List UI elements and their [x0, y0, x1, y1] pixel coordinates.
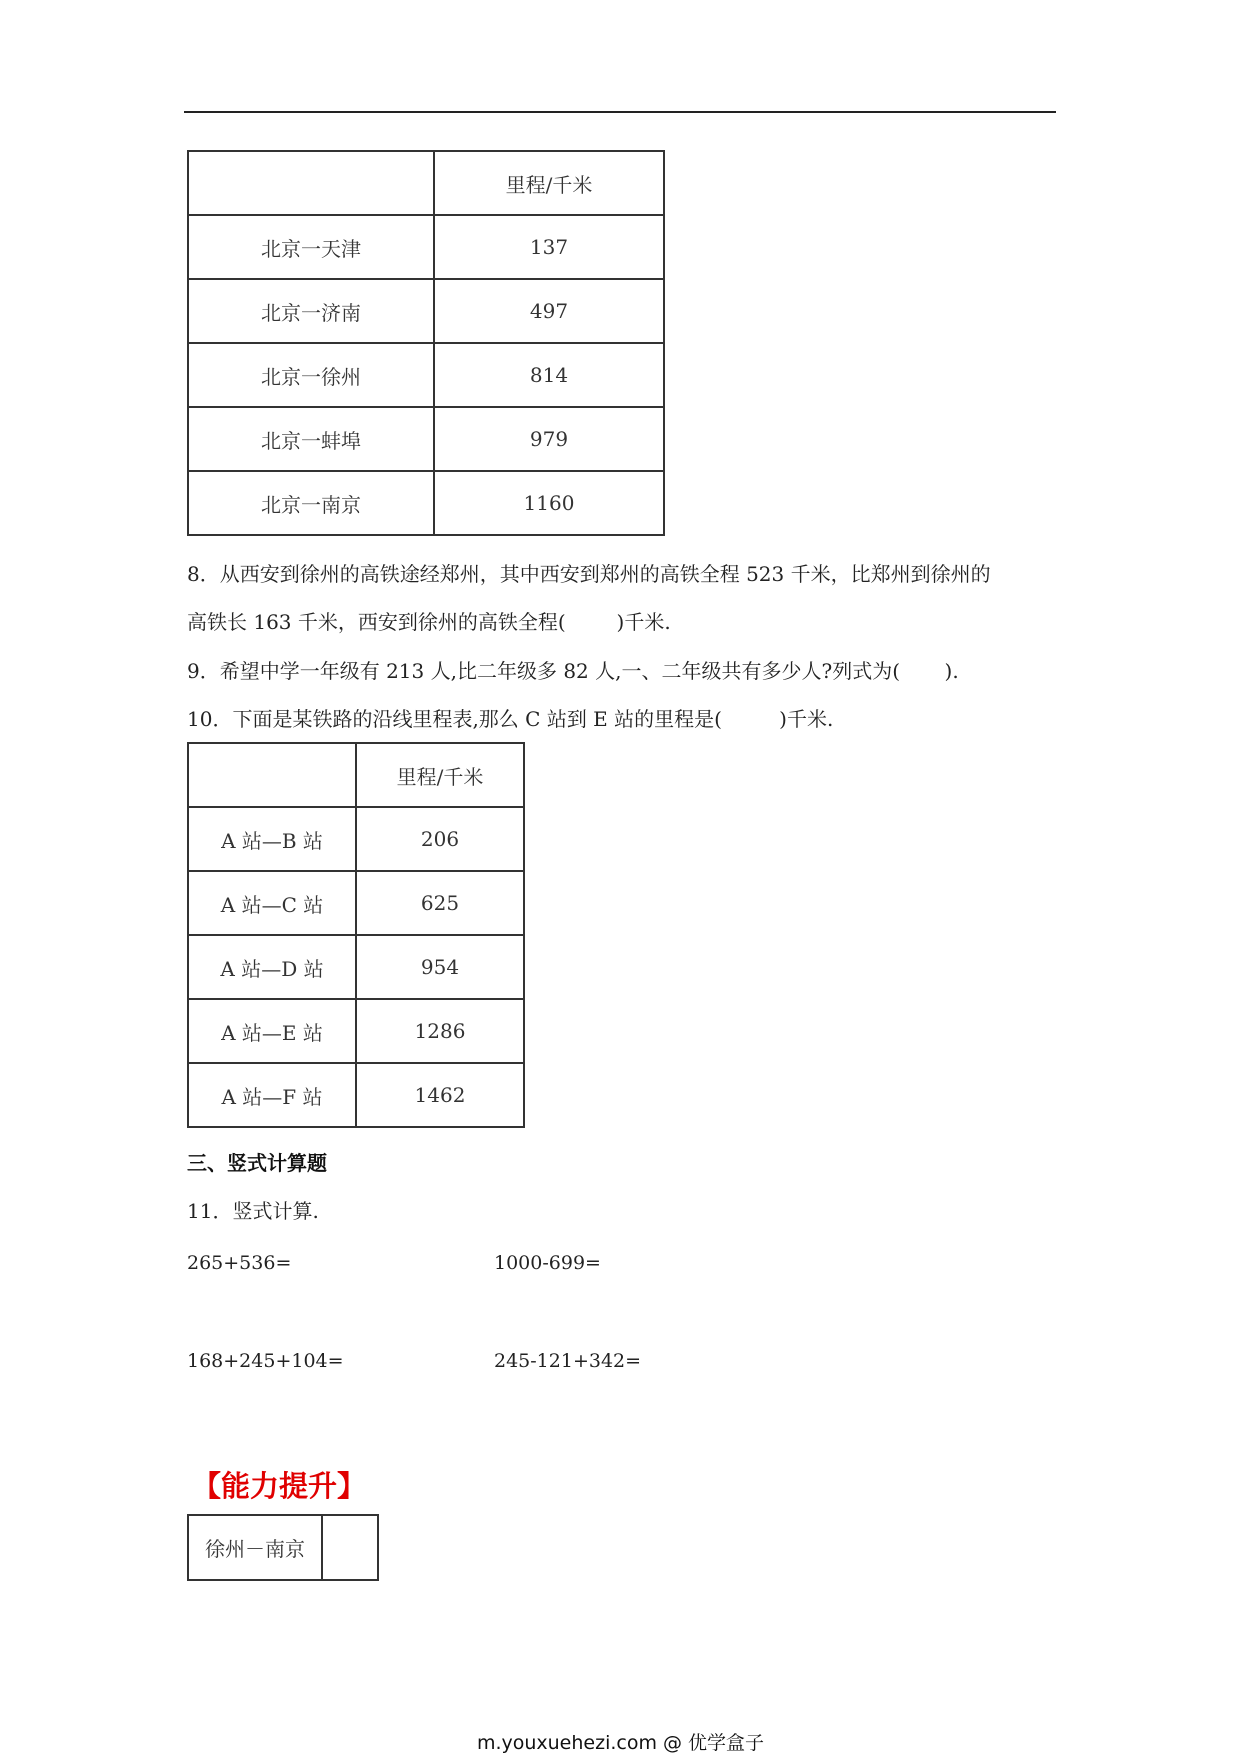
table-row	[188, 871, 524, 935]
mileage-table-stations	[187, 742, 525, 1128]
question-8-line-1: 8．从西安到徐州的高铁途经郑州，其中西安到郑州的高铁全程 523 千米，比郑州到徐州的	[187, 562, 991, 586]
section-heading: 三、竖式计算题	[187, 1151, 327, 1175]
table-header-cell	[188, 151, 434, 215]
route-cell: 北京一蚌埠	[188, 407, 434, 471]
calc-problem: 1000-699=	[494, 1252, 601, 1274]
route-cell: A 站—C 站	[188, 871, 356, 935]
table-row	[188, 215, 664, 279]
distance-cell: 137	[434, 215, 664, 279]
table-row	[188, 471, 664, 535]
distance-cell: 625	[356, 871, 524, 935]
distance-cell	[322, 1515, 378, 1580]
table-header-cell: 里程/千米	[356, 743, 524, 807]
route-cell: 北京一南京	[188, 471, 434, 535]
route-cell: 徐州－南京	[188, 1515, 322, 1580]
route-cell: 北京一济南	[188, 279, 434, 343]
table-header-row	[188, 151, 664, 215]
table-row	[188, 407, 664, 471]
distance-cell: 497	[434, 279, 664, 343]
distance-cell: 206	[356, 807, 524, 871]
question-10: 10．下面是某铁路的沿线里程表,那么 C 站到 E 站的里程是( )千米.	[187, 707, 834, 731]
route-cell: A 站—B 站	[188, 807, 356, 871]
table-row	[188, 999, 524, 1063]
distance-cell: 954	[356, 935, 524, 999]
table-row	[188, 343, 664, 407]
distance-cell: 979	[434, 407, 664, 471]
distance-cell: 814	[434, 343, 664, 407]
route-cell: A 站—F 站	[188, 1063, 356, 1127]
calc-problem: 168+245+104=	[187, 1350, 344, 1372]
mileage-table-beijing	[187, 150, 665, 536]
xuzhou-nanjing-table	[187, 1514, 379, 1581]
question-9: 9．希望中学一年级有 213 人,比二年级多 82 人,一、二年级共有多少人?列式为( ).	[187, 659, 959, 683]
ability-section-title: 【能力提升】	[192, 1469, 367, 1503]
route-cell: 北京一天津	[188, 215, 434, 279]
route-cell: A 站—D 站	[188, 935, 356, 999]
table-row	[188, 279, 664, 343]
footer-source: m.youxuehezi.com @ 优学盒子	[476, 1732, 765, 1754]
question-8-line-2: 高铁长 163 千米，西安到徐州的高铁全程( )千米.	[187, 610, 671, 634]
table-header-row	[188, 743, 524, 807]
calc-problem: 265+536=	[187, 1252, 292, 1274]
table-row	[188, 935, 524, 999]
route-cell: A 站—E 站	[188, 999, 356, 1063]
table-row	[188, 1515, 378, 1580]
table-header-cell	[188, 743, 356, 807]
table-row	[188, 1063, 524, 1127]
distance-cell: 1286	[356, 999, 524, 1063]
distance-cell: 1462	[356, 1063, 524, 1127]
question-11: 11．竖式计算.	[187, 1199, 319, 1223]
route-cell: 北京一徐州	[188, 343, 434, 407]
distance-cell: 1160	[434, 471, 664, 535]
calc-problem: 245-121+342=	[494, 1350, 642, 1372]
table-row	[188, 807, 524, 871]
table-header-cell: 里程/千米	[434, 151, 664, 215]
header-rule	[184, 111, 1056, 113]
